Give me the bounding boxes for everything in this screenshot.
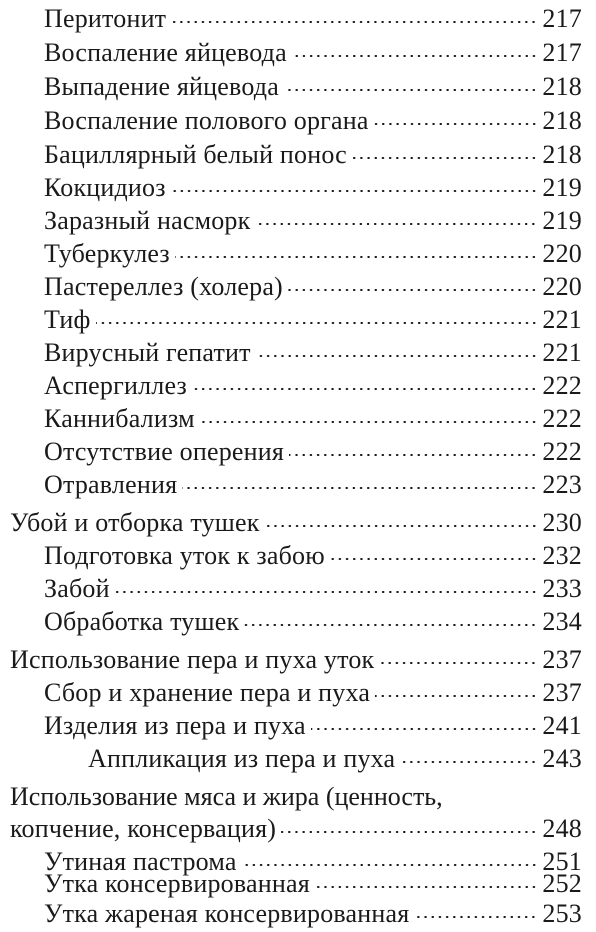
entry-page-number: 220 (542, 272, 582, 301)
entry-page-number: 234 (542, 607, 582, 636)
entry-page-number: 218 (542, 72, 582, 101)
toc-entry (0, 605, 596, 638)
entry-title: Отравления (44, 470, 178, 499)
toc-entry (0, 36, 596, 69)
entry-title: Забой (44, 574, 110, 603)
entry-page-number: 232 (542, 541, 582, 570)
dot-leader (379, 662, 537, 664)
dot-leader (374, 123, 538, 125)
entry-page-number: 253 (542, 899, 582, 928)
dot-leader (375, 695, 537, 697)
entry-title: Изделия из пера и пуха (44, 711, 306, 740)
entry-title: Воспаление полового органа (44, 106, 369, 135)
dot-leader (96, 322, 538, 324)
toc-entry (0, 237, 596, 270)
entry-title: Воспаление яйцевода (44, 38, 287, 67)
entry-page-number: 241 (542, 711, 582, 740)
entry-title: Подготовка уток к забою (44, 541, 325, 570)
dot-leader (330, 558, 538, 560)
entry-title: Выпадение яйцевода (44, 72, 279, 101)
toc-entry (0, 138, 596, 171)
entry-title: Утка консервированная (44, 869, 310, 898)
dot-leader (200, 421, 538, 423)
dot-leader (414, 916, 537, 918)
toc-entry (0, 369, 596, 402)
entry-title-line-1: Использование мяса и жира (ценность, (10, 782, 443, 811)
toc-section-entry (0, 506, 596, 539)
entry-page-number: 252 (542, 869, 582, 898)
entry-title: Убой и отборка тушек (10, 508, 260, 537)
toc-entry (0, 709, 596, 742)
dot-leader (115, 591, 538, 593)
dot-leader (242, 864, 538, 866)
toc-subentry (0, 742, 596, 775)
dot-leader (255, 223, 537, 225)
entry-page-number: 218 (542, 106, 582, 135)
toc-entry (0, 468, 596, 501)
toc-entry (0, 676, 596, 709)
entry-title: Тиф (44, 305, 91, 334)
dot-leader (352, 157, 537, 159)
entry-title: Использование пера и пуха уток (10, 645, 375, 674)
toc-entry (0, 336, 596, 369)
toc-entry (0, 572, 596, 605)
toc-entry (0, 2, 596, 35)
entry-page-number: 220 (542, 239, 582, 268)
entry-page-number: 223 (542, 470, 582, 499)
entry-page-number: 233 (542, 574, 582, 603)
dot-leader (284, 89, 537, 91)
entry-title: Заразный насморк (44, 206, 251, 235)
toc-entry (0, 204, 596, 237)
toc-entry (0, 897, 596, 930)
dot-leader (315, 886, 538, 888)
entry-title: Кокцидиоз (44, 173, 166, 202)
dot-leader (400, 761, 537, 763)
entry-page-number: 222 (542, 371, 582, 400)
dot-leader (182, 487, 537, 489)
entry-title: Аппликация из пера и пуха (88, 744, 396, 773)
dot-leader (289, 454, 537, 456)
entry-title: Пастереллез (холера) (44, 272, 283, 301)
entry-page-number: 222 (542, 437, 582, 466)
entry-title: Каннибализм (44, 404, 195, 433)
dot-leader (171, 21, 537, 23)
dot-leader (281, 831, 537, 833)
toc-section-entry (0, 812, 596, 845)
entry-title: Аспергиллез (44, 371, 187, 400)
entry-title: Сбор и хранение пера и пуха (44, 678, 371, 707)
entry-page-number: 219 (542, 173, 582, 202)
entry-page-number: 219 (542, 206, 582, 235)
entry-page-number: 237 (542, 645, 582, 674)
entry-page-number: 221 (542, 305, 582, 334)
entry-title: Обработка тушек (44, 607, 240, 636)
toc-section-entry (0, 643, 596, 676)
dot-leader (192, 388, 537, 390)
entry-title: Перитонит (44, 4, 167, 33)
entry-page-number: 221 (542, 338, 582, 367)
entry-page-number: 222 (542, 404, 582, 433)
entry-title: Утиная пастрома (44, 847, 237, 876)
entry-page-number: 218 (542, 140, 582, 169)
entry-page-number: 243 (542, 744, 582, 773)
entry-page-number: 217 (542, 38, 582, 67)
dot-leader (244, 624, 537, 626)
entry-page-number: 237 (542, 678, 582, 707)
dot-leader (256, 355, 538, 357)
toc-entry (0, 402, 596, 435)
dot-leader (171, 190, 538, 192)
entry-page-number: 251 (542, 847, 582, 876)
entry-page-number: 217 (542, 4, 582, 33)
entry-page-number: 230 (542, 508, 582, 537)
toc-entry (0, 303, 596, 336)
dot-leader (265, 525, 538, 527)
toc-entry (0, 270, 596, 303)
entry-title-line-2: копчение, консервация) (10, 814, 277, 843)
dot-leader (311, 728, 538, 730)
dot-leader (288, 289, 537, 291)
dot-leader (292, 55, 538, 57)
entry-title: Отсутствие оперения (44, 437, 285, 466)
dot-leader (175, 256, 537, 258)
entry-title: Туберкулез (44, 239, 170, 268)
toc-entry (0, 867, 596, 900)
entry-title: Вирусный гепатит (44, 338, 251, 367)
entry-title: Утка жареная консервированная (44, 899, 410, 928)
toc-entry (0, 171, 596, 204)
toc-entry (0, 104, 596, 137)
toc-entry (0, 70, 596, 103)
entry-page-number: 248 (542, 814, 582, 843)
entry-title: Бациллярный белый понос (44, 140, 347, 169)
toc-entry (0, 435, 596, 468)
toc-entry (0, 539, 596, 572)
